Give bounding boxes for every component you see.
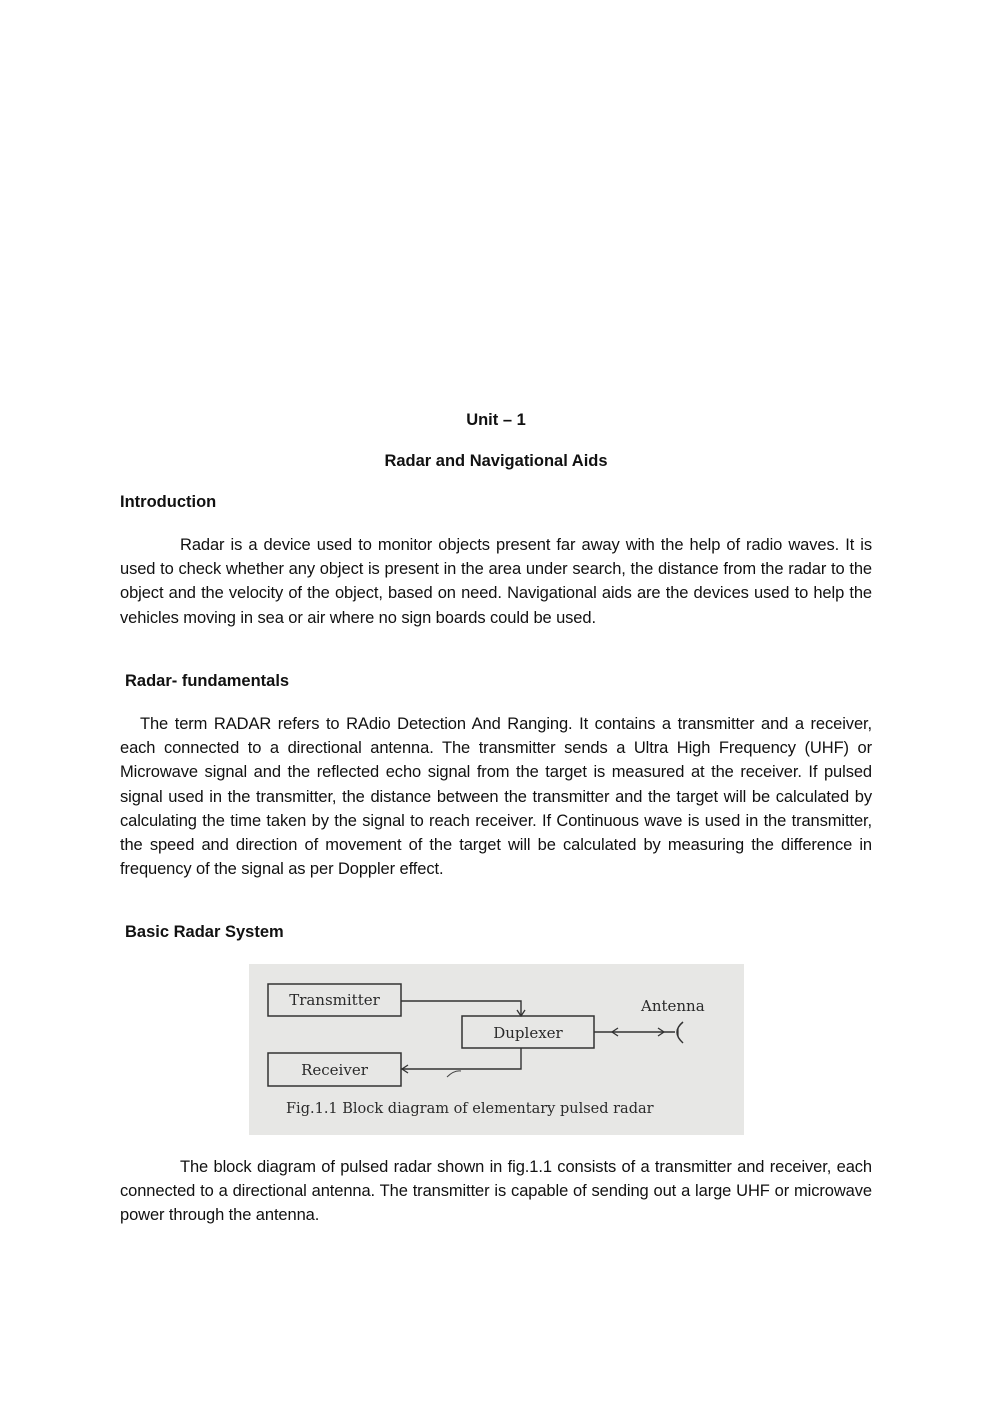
antenna-label: Antenna — [641, 997, 705, 1015]
tx-to-duplexer-arrow — [401, 1001, 521, 1016]
radar-fundamentals-paragraph: The term RADAR refers to RAdio Detection And Ranging. It contains a transmitter and a receiver, each connected to a directional antenna. The transmitter sends a Ultra High Frequency (UHF) or Microwave signal and the reflected echo signal from the target is measured at the receiver. If pulsed signal used in the transmitter, the distance between the transmitter and the target will be calculated by calculating the time taken by the signal to reach receiver. If Continuous wave is used in the transmitter, the speed and direction of movement of the target will be calculated by measuring the difference in frequency of the signal as per Doppler effect. — [120, 715, 872, 879]
section-heading-introduction: Introduction — [120, 493, 217, 511]
unit-title: Unit – 1 — [466, 411, 526, 429]
section-heading-radar-fundamentals: Radar- fundamentals — [125, 672, 290, 690]
introduction-paragraph: Radar is a device used to monitor objects present far away with the help of radio waves. It is used to check whether any object is present in the area under search, the distance from the radar to the object and the velocity of the object, based on need. Navigational aids are the devices used to help the vehicles moving in sea or air where no sign boards could be used. — [120, 536, 872, 627]
duplexer-label: Duplexer — [493, 1024, 563, 1042]
figure-caption: Fig.1.1 Block diagram of elementary pulsed radar — [286, 1101, 654, 1117]
basic-radar-system-paragraph: The block diagram of pulsed radar shown in fig.1.1 consists of a transmitter and receiver, each connected to a directional antenna. The transmitter is capable of sending out a large UHF or microwave power through the antenna. — [120, 1158, 872, 1225]
transmitter-label: Transmitter — [289, 991, 380, 1009]
duplexer-to-rx-arrow — [401, 1048, 521, 1069]
receiver-label: Receiver — [301, 1061, 368, 1079]
section-heading-basic-radar-system: Basic Radar System — [125, 923, 284, 941]
block-diagram-figure — [249, 964, 744, 1135]
chapter-title: Radar and Navigational Aids — [384, 452, 608, 470]
